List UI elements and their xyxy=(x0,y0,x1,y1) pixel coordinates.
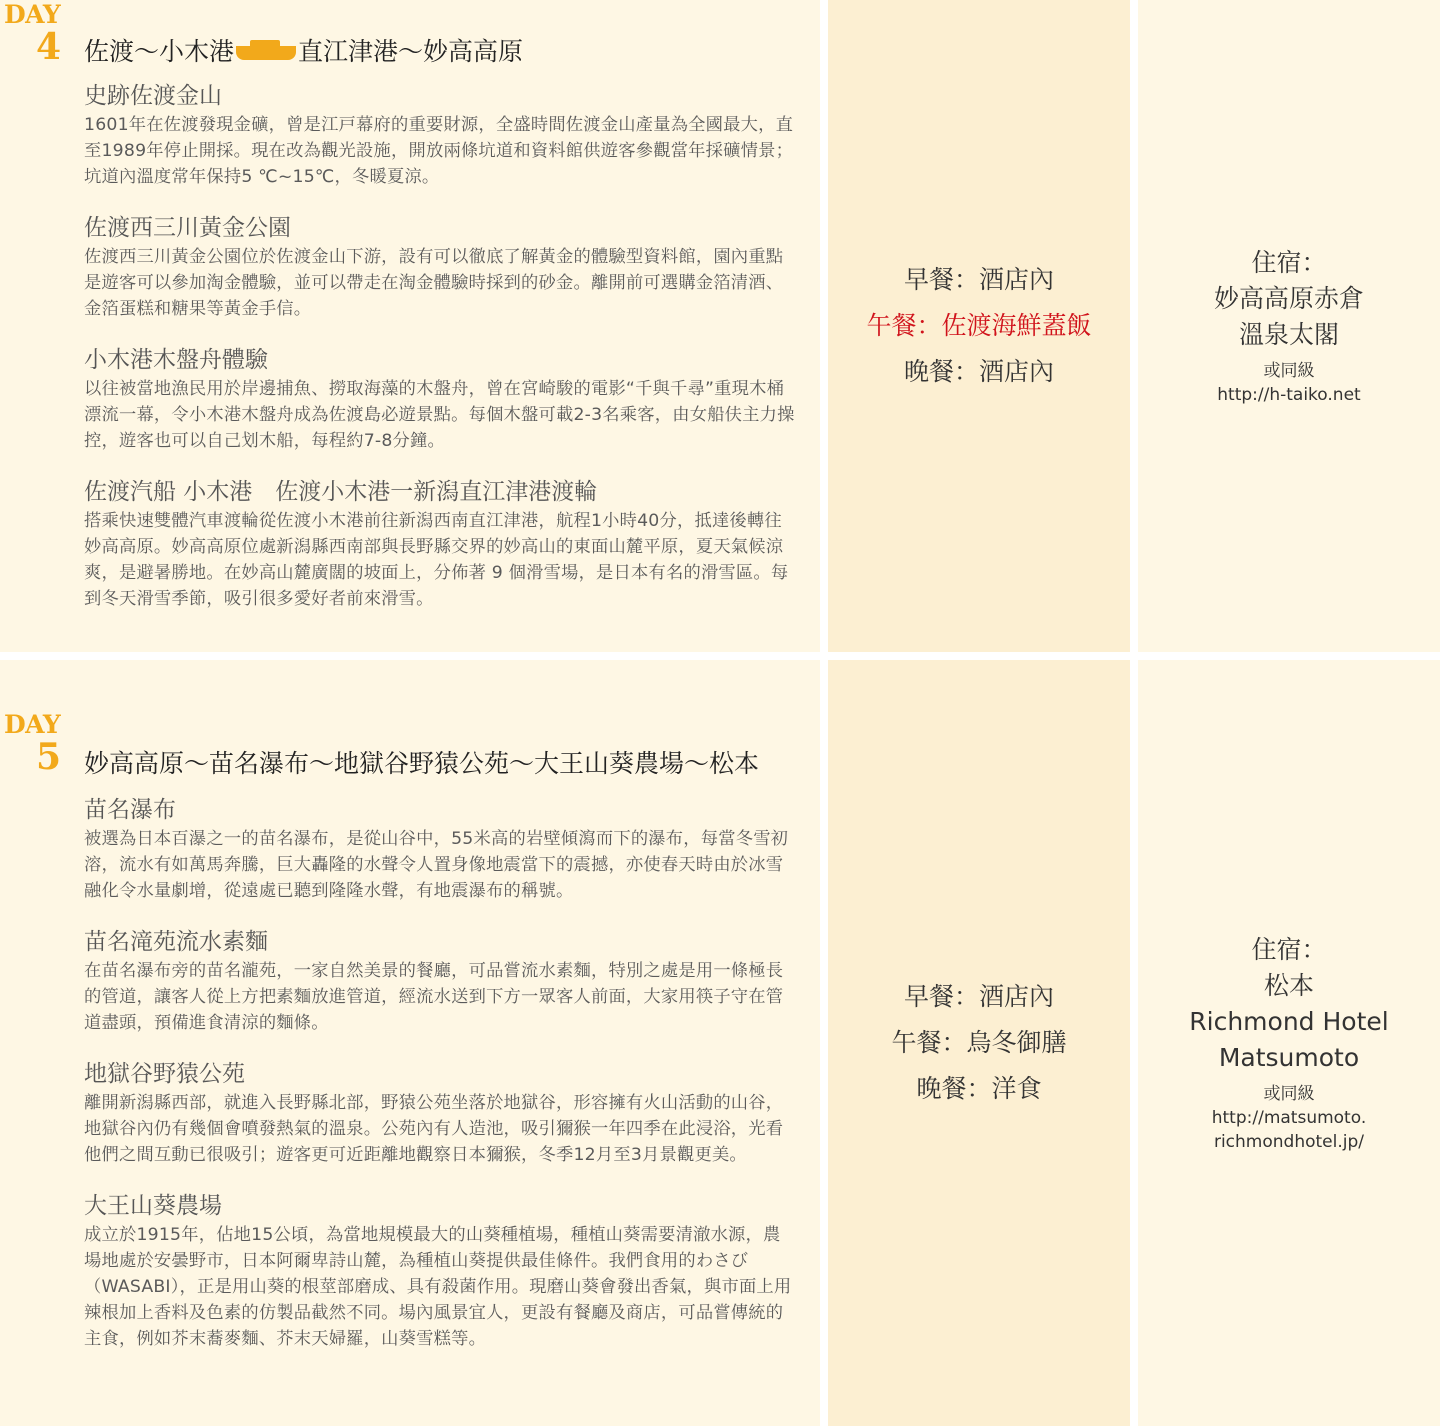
meal-breakfast: 早餐：酒店內 xyxy=(903,982,1054,1011)
spot-item xyxy=(84,1190,796,1352)
day-badge xyxy=(4,712,68,776)
spot-description: 搭乘快速雙體汽車渡輪從佐渡小木港前往新潟西南直江津港，航程1小時40分，抵達後轉往妙高高原。妙高高原位處新潟縣西南部與長野縣交界的妙高山的東面山麓平原，夏天氣候涼爽，是避暑勝地。在妙高山麓廣闊的坡面上，分佈著 9 個滑雪場，是日本有名的滑雪區。每到冬天滑雪季節，吸引很多愛好者前來滑雪。 xyxy=(84,511,789,609)
meal-list xyxy=(866,257,1091,395)
route-title-part2: 直江津港～妙高高原 xyxy=(298,37,524,66)
route-title xyxy=(84,32,523,68)
route-title xyxy=(84,744,759,780)
spot-title: 佐渡西三川黃金公園 xyxy=(84,215,291,241)
hotel-block xyxy=(1189,932,1388,1154)
spot-description: 佐渡西三川黃金公園位於佐渡金山下游，設有可以徹底了解黃金的體驗型資料館，園內重點是遊客可以參加淘金體驗，並可以帶走在淘金體驗時採到的砂金。離開前可選購金箔清酒、金箔蛋糕和糖果等黃金手信。 xyxy=(84,247,784,319)
spot-item xyxy=(84,926,796,1036)
meal-breakfast: 早餐：酒店內 xyxy=(903,265,1054,294)
spot-item xyxy=(84,212,796,322)
hotel-name: 妙高高原赤倉 xyxy=(1213,284,1364,313)
hotel-name: Matsumoto xyxy=(1218,1043,1360,1072)
day-number: 5 xyxy=(36,736,62,778)
day-5-meals xyxy=(828,660,1130,1426)
spot-title: 苗名滝苑流水素麵 xyxy=(84,929,268,955)
hotel-name: 松本 xyxy=(1263,971,1314,1000)
spot-list xyxy=(84,794,796,1374)
day-label: DAY xyxy=(4,710,61,739)
hotel-url[interactable]: richmondhotel.jp/ xyxy=(1213,1132,1364,1152)
hotel-alternative: 或同級 xyxy=(1263,361,1315,381)
day-label: DAY xyxy=(4,0,61,29)
spot-description: 離開新潟縣西部，就進入長野縣北部，野猿公苑坐落於地獄谷，形容擁有火山活動的山谷，地獄谷內仍有幾個會噴發熱氣的溫泉。公苑內有人造池，吸引獮猴一年四季在此浸浴，光看他們之間互動已很吸引；遊客更可近距離地觀察日本獮猴，冬季12月至3月景觀更美。 xyxy=(84,1093,784,1165)
meal-lunch: 午餐：佐渡海鮮蓋飯 xyxy=(866,311,1092,340)
hotel-url[interactable]: http://h-taiko.net xyxy=(1217,385,1361,405)
spot-description: 被選為日本百瀑之一的苗名瀑布，是從山谷中，55米高的岩壁傾瀉而下的瀑布，每當冬雪初溶，流水有如萬馬奔騰，巨大轟隆的水聲令人置身像地震當下的震撼，亦使春天時由於冰雪融化令水量劇增，從遠處已聽到隆隆水聲，有地震瀑布的稱號。 xyxy=(84,829,789,901)
day-5-hotel xyxy=(1138,660,1440,1426)
spot-title: 苗名瀑布 xyxy=(84,797,176,823)
day-badge xyxy=(4,2,68,66)
spot-description: 在苗名瀑布旁的苗名瀧苑，一家自然美景的餐廳，可品嘗流水素麵，特別之處是用一條極長的管道，讓客人從上方把素麵放進管道，經流水送到下方一眾客人前面，大家用筷子守在管道盡頭，預備進食清涼的麵條。 xyxy=(84,961,784,1033)
spot-title: 大王山葵農場 xyxy=(84,1193,222,1219)
spot-item xyxy=(84,794,796,904)
meal-dinner: 晚餐：酒店內 xyxy=(903,357,1054,386)
spot-title: 小木港木盤舟體驗 xyxy=(84,347,268,373)
meal-list xyxy=(891,974,1066,1112)
day-4-meals xyxy=(828,0,1130,652)
spot-item xyxy=(84,476,796,612)
hotel-alternative: 或同級 xyxy=(1263,1084,1315,1104)
day-5-row xyxy=(0,660,1440,1426)
spot-item xyxy=(84,344,796,454)
hotel-block xyxy=(1214,245,1364,407)
hotel-name: 溫泉太閣 xyxy=(1238,320,1339,349)
day-4-row xyxy=(0,0,1440,652)
hotel-name: Richmond Hotel xyxy=(1189,1007,1389,1036)
route-title-part1: 佐渡～小木港 xyxy=(84,37,235,66)
spot-title: 地獄谷野猿公苑 xyxy=(84,1061,245,1087)
hotel-label: 住宿： xyxy=(1251,248,1327,277)
spot-item xyxy=(84,1058,796,1168)
route-title-part1: 妙高高原～苗名瀑布～地獄谷野猿公苑～大王山葵農場～松本 xyxy=(84,749,760,778)
day-number: 4 xyxy=(36,26,62,68)
spot-description: 成立於1915年，佔地15公頃，為當地規模最大的山葵種植場，種植山葵需要清澈水源，農場地處於安曇野市，日本阿爾卑詩山麓，為種植山葵提供最佳條件。我們食用的わさび（WASABI），正是用山葵的根莖部磨成、具有殺菌作用。現磨山葵會發出香氣，與市面上用辣根加上香料及色素的仿製品截然不同。場內風景宜人，更設有餐廳及商店，可品嘗傳統的主食，例如芥末蕎麥麵、芥末天婦羅，山葵雪糕等。 xyxy=(84,1225,792,1349)
spot-list xyxy=(84,80,796,634)
meal-dinner: 晚餐：洋食 xyxy=(916,1074,1042,1103)
spot-item xyxy=(84,80,796,190)
day-4-itinerary xyxy=(0,0,820,652)
meal-lunch: 午餐：烏冬御膳 xyxy=(891,1028,1067,1057)
spot-description: 1601年在佐渡發現金礦，曾是江戸幕府的重要財源，全盛時間佐渡金山產量為全國最大，直至1989年停止開採。現在改為觀光設施，開放兩條坑道和資料館供遊客參觀當年採礦情景；坑道內溫度常年保持5 ℃~15℃，冬暖夏涼。 xyxy=(84,115,794,187)
ship-icon xyxy=(236,46,296,60)
day-4-hotel xyxy=(1138,0,1440,652)
spot-title: 史跡佐渡金山 xyxy=(84,83,222,109)
hotel-url[interactable]: http://matsumoto. xyxy=(1211,1108,1367,1128)
spot-description: 以往被當地漁民用於岸邊捕魚、撈取海藻的木盤舟，曾在宮崎駿的電影“千與千尋”重現木桶漂流一幕，令小木港木盤舟成為佐渡島必遊景點。每個木盤可載2-3名乘客，由女船伕主力操控，遊客也可以自己划木船，每程約7-8分鐘。 xyxy=(84,379,795,451)
spot-title: 佐渡汽船 小木港 佐渡小木港一新潟直江津港渡輪 xyxy=(84,479,598,505)
day-5-itinerary xyxy=(0,660,820,1426)
hotel-label: 住宿： xyxy=(1251,935,1327,964)
